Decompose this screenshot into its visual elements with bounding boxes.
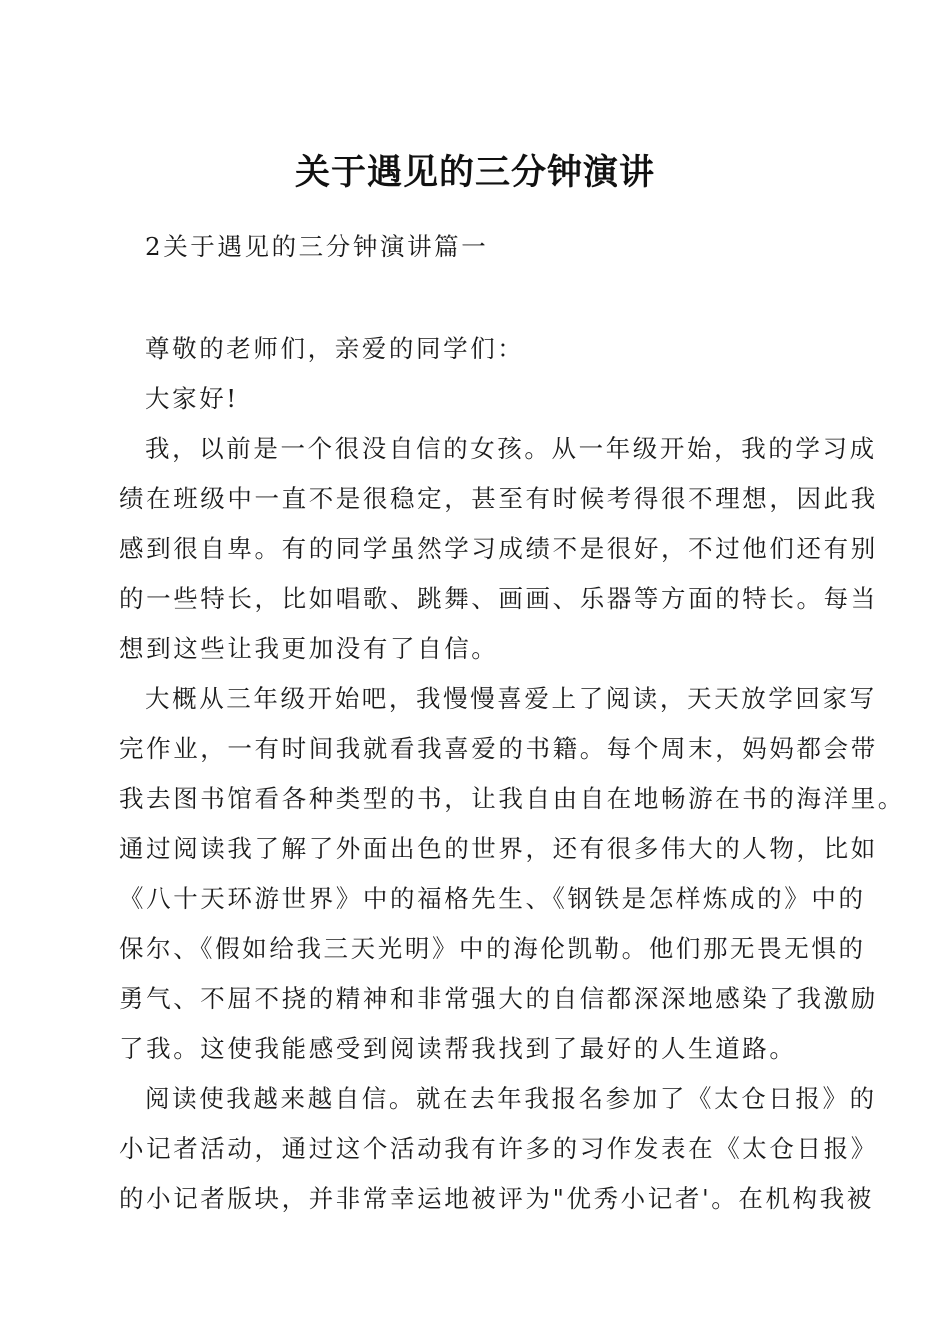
paragraph-line: 大概从三年级开始吧，我慢慢喜爱上了阅读，天天放学回家写 [145, 684, 877, 713]
paragraph-line: 了我。这使我能感受到阅读帮我找到了最好的人生道路。 [119, 1034, 797, 1063]
paragraph-line: 绩在班级中一直不是很稳定，甚至有时候考得很不理想，因此我 [119, 484, 878, 513]
salute-line: 大家好! [145, 384, 239, 413]
paragraph-line: 小记者活动，通过这个活动我有许多的习作发表在《太仓日报》 [119, 1134, 878, 1163]
document-subtitle: 2关于遇见的三分钟演讲篇一 [145, 232, 489, 261]
paragraph-line: 感到很自卑。有的同学虽然学习成绩不是很好，不过他们还有别 [119, 534, 878, 563]
paragraph-line: 我去图书馆看各种类型的书，让我自由自在地畅游在书的海洋里。 [119, 784, 905, 813]
paragraph-line: 《八十天环游世界》中的福格先生、《钢铁是怎样炼成的》中的 [119, 884, 866, 913]
paragraph-line: 勇气、不屈不挠的精神和非常强大的自信都深深地感染了我激励 [119, 984, 878, 1013]
greeting-line: 尊敬的老师们，亲爱的同学们： [145, 334, 525, 363]
paragraph-line: 完作业，一有时间我就看我喜爱的书籍。每个周末，妈妈都会带 [119, 734, 878, 763]
paragraph-line: 想到这些让我更加没有了自信。 [119, 634, 499, 663]
document-title: 关于遇见的三分钟演讲 [294, 152, 655, 193]
paragraph-line: 阅读使我越来越自信。就在去年我报名参加了《太仓日报》的 [145, 1084, 877, 1113]
paragraph-line: 的一些特长，比如唱歌、跳舞、画画、乐器等方面的特长。每当 [119, 584, 878, 613]
paragraph-line: 我，以前是一个很没自信的女孩。从一年级开始，我的学习成 [145, 434, 877, 463]
paragraph-line: 保尔、《假如给我三天光明》中的海伦凯勒。他们那无畏无惧的 [119, 934, 866, 963]
paragraph-line: 的小记者版块，并非常幸运地被评为"优秀小记者'。在机构我被 [119, 1184, 874, 1213]
paragraph-line: 通过阅读我了解了外面出色的世界，还有很多伟大的人物，比如 [119, 834, 878, 863]
